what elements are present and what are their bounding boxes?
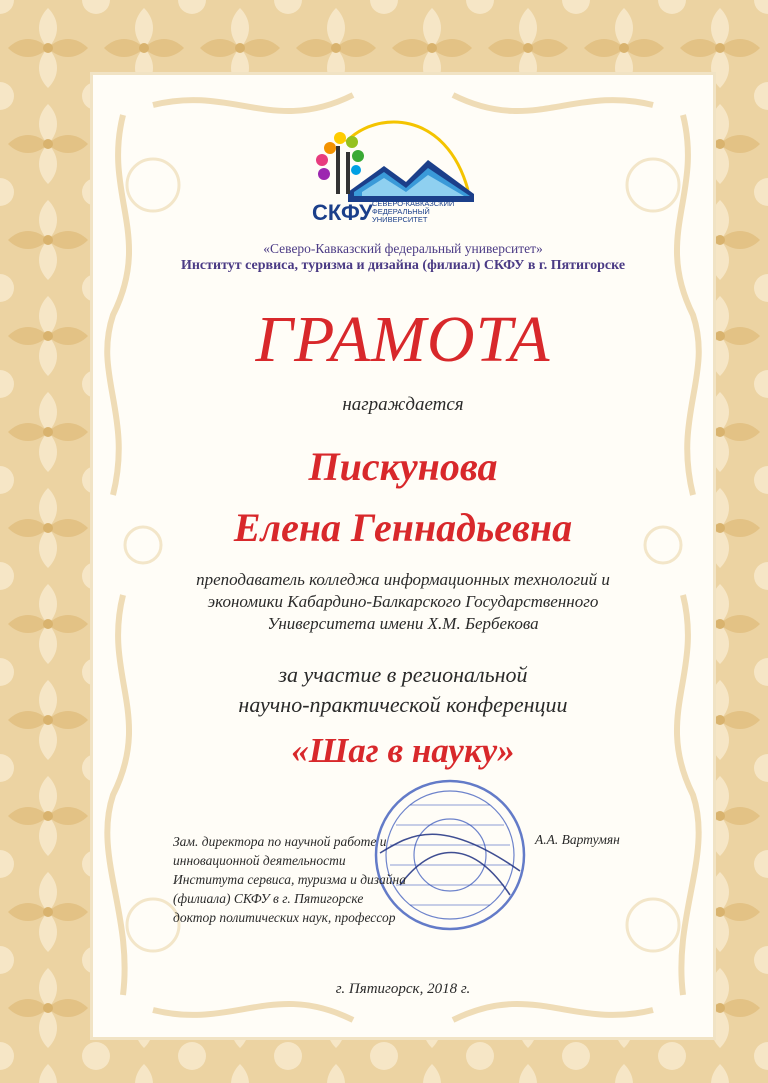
recipient-surname: Пискунова: [308, 444, 498, 489]
logo-line3: УНИВЕРСИТЕТ: [372, 215, 428, 224]
logo-line1: СЕВЕРО-КАВКАЗСКИЙ: [372, 199, 455, 208]
place-date: г. Пятигорск, 2018 г.: [335, 981, 471, 997]
certificate-title: ГРАМОТА: [255, 303, 551, 376]
reason-line: научно-практической конференции: [238, 692, 568, 717]
signatory-block: [173, 832, 406, 927]
description-line: Университета имени Х.М. Бербекова: [267, 614, 539, 633]
description-line: преподаватель колледжа информационных технологий и: [196, 570, 610, 589]
university-name: «Северо-Кавказский федеральный университет»: [263, 241, 543, 256]
signatory-line: доктор политических наук, профессор: [173, 910, 396, 925]
recipient-given-name: Елена Геннадьевна: [233, 505, 573, 550]
award-reason: [90, 660, 716, 720]
signatory-line: (филиала) СКФУ в г. Пятигорске: [173, 891, 364, 906]
description-line: экономики Кабардино-Балкарского Государственного: [207, 592, 599, 611]
awarded-label: награждается: [342, 394, 464, 415]
conference-name: «Шаг в науку»: [291, 731, 515, 770]
university-logo: [306, 112, 478, 224]
logo-abbr: СКФУ: [312, 200, 373, 224]
reason-line: за участие в региональной: [278, 662, 528, 687]
signatory-line: инновационной деятельности: [173, 853, 346, 868]
signatory-line: Института сервиса, туризма и дизайна: [173, 872, 407, 887]
logo-line2: ФЕДЕРАЛЬНЫЙ: [372, 207, 430, 216]
recipient-description: [90, 569, 716, 635]
signatory-name: А.А. Вартумян: [535, 832, 620, 847]
signatory-line: Зам. директора по научной работе и: [173, 834, 387, 849]
institute-name: Институт сервиса, туризма и дизайна (филиал) СКФУ в г. Пятигорске: [180, 258, 626, 273]
